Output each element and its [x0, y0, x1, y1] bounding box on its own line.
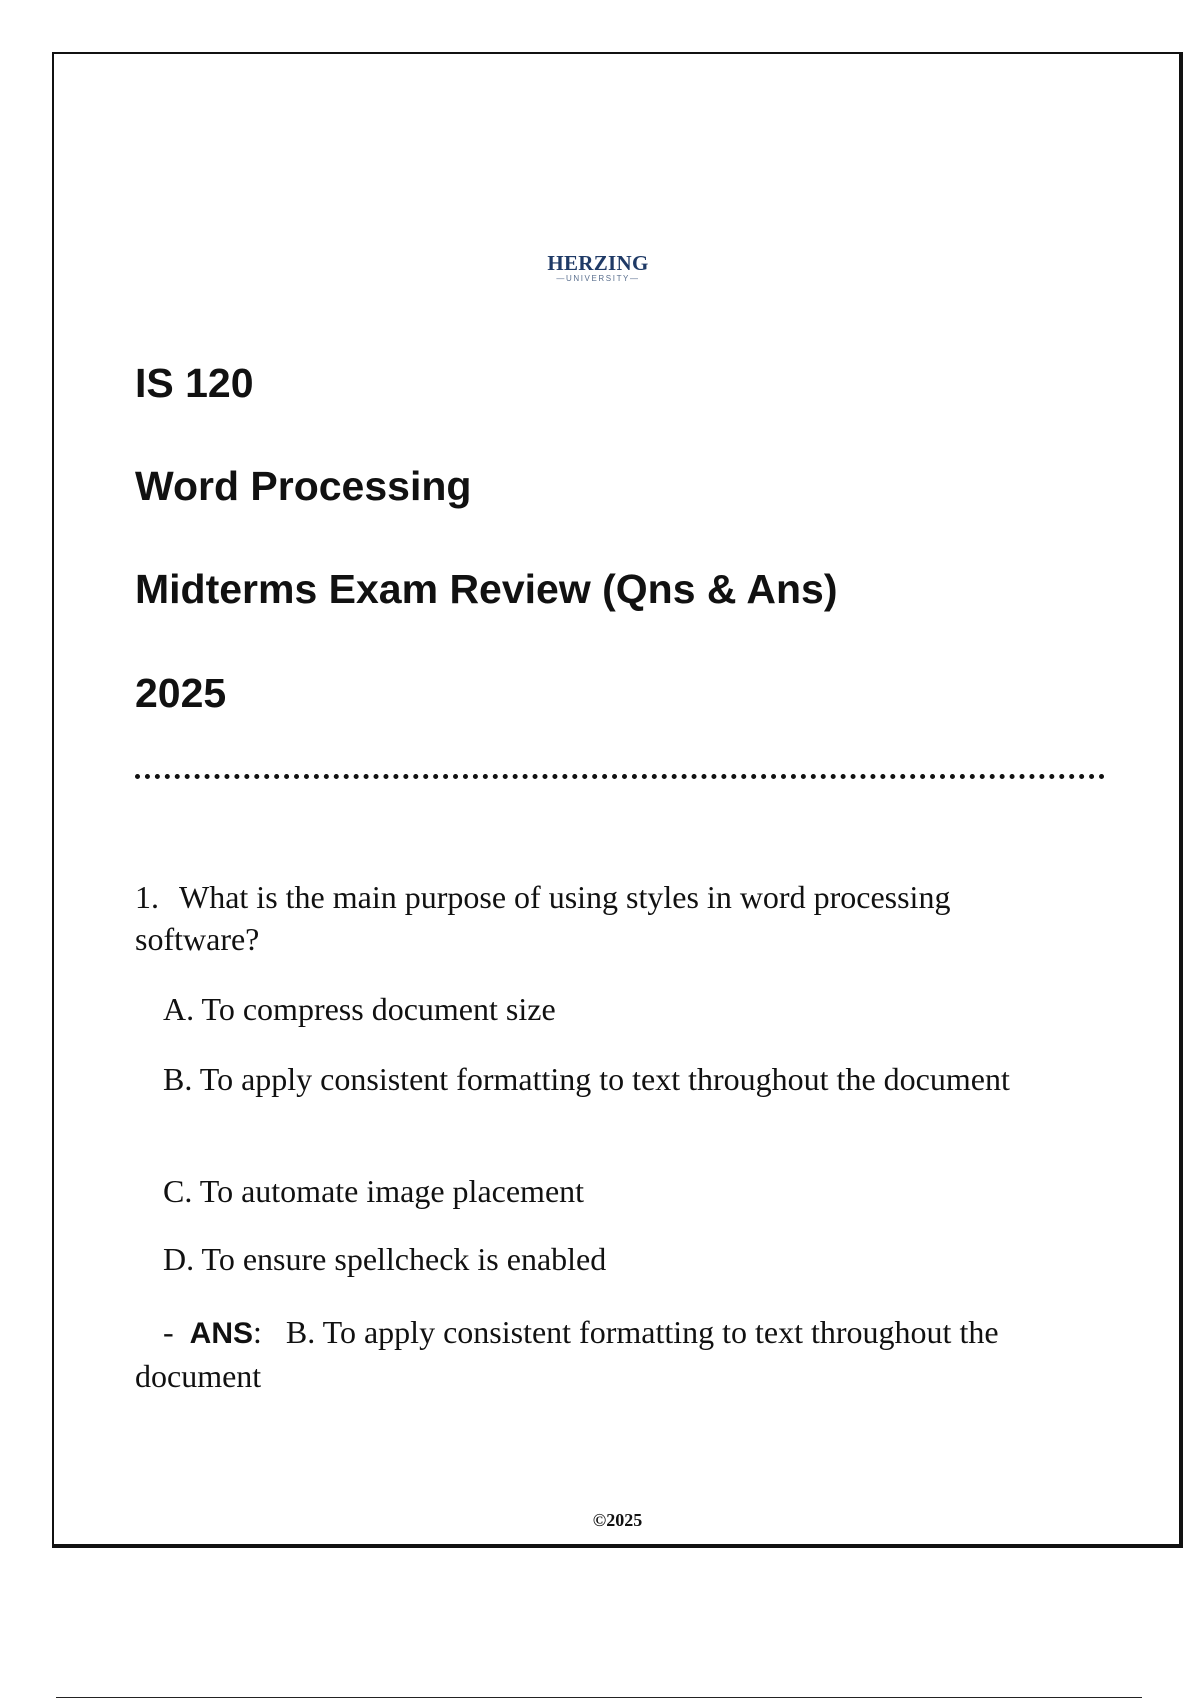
question-text [135, 876, 1075, 960]
option-a: A. To compress document size [163, 991, 556, 1027]
question-number: 1. [135, 879, 159, 915]
footer-copyright: ©2025 [592, 1510, 643, 1530]
course-code: IS 120 [135, 360, 254, 406]
logo-wordmark: HERZING [547, 251, 649, 275]
page-bottom-line [56, 1697, 1142, 1698]
option-d: D. To ensure spellcheck is enabled [163, 1241, 607, 1277]
option-b [135, 1058, 1075, 1100]
answer-colon: : [253, 1314, 262, 1350]
option-c: C. To automate image placement [163, 1173, 585, 1209]
document-title: Midterms Exam Review (Qns & Ans) [135, 566, 838, 612]
answer-line [135, 1311, 1075, 1397]
document-year: 2025 [135, 670, 227, 716]
question-body: What is the main purpose of using styles in word processing software? [135, 879, 951, 957]
dotted-divider [135, 774, 1105, 779]
option-b-text: B. To apply consistent formatting to text throughout the document [163, 1061, 1010, 1097]
answer-text: B. To apply consistent formatting to text throughout the document [135, 1314, 999, 1394]
answer-label: ANS [189, 1317, 253, 1350]
answer-dash: - [163, 1314, 174, 1350]
logo-subtitle: —UNIVERSITY— [556, 274, 640, 283]
course-subject: Word Processing [135, 463, 472, 509]
university-logo [536, 252, 660, 284]
